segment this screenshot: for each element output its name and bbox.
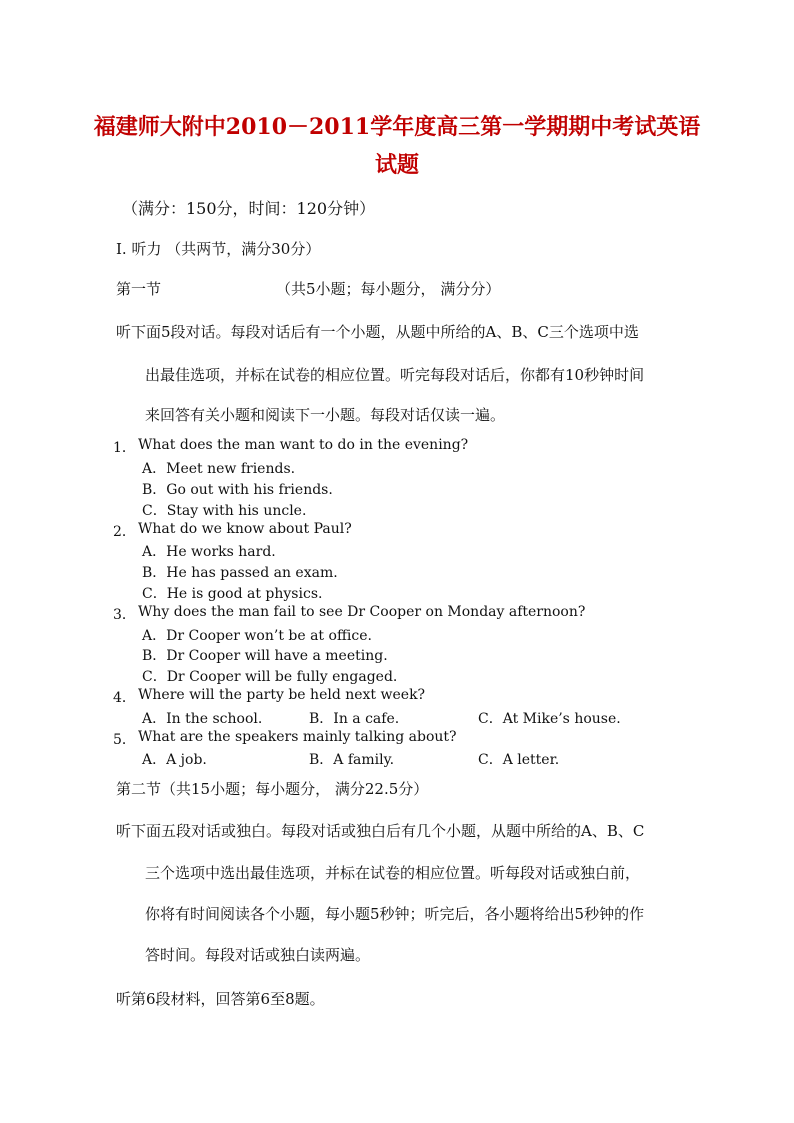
section2-instruction: 三个选项中选出最佳选项，并标在试卷的相应位置。听每段对话或独白前， (145, 864, 641, 882)
option: B．Go out with his friends. (142, 482, 333, 498)
document-title-line2: 试题 (374, 152, 419, 178)
question-number: 3． (113, 607, 136, 623)
option: A．A job. (142, 752, 207, 768)
question-text: Where will the party be held next week? (138, 687, 426, 703)
material-instruction: 听第6段材料，回答第6至8题。 (116, 990, 325, 1008)
section1-instruction: 听下面5段对话。每段对话后有一个小题，从题中所给的A、B、C三个选项中选 (116, 323, 639, 341)
section2-heading: 第二节（共15小题；每小题分， 满分22.5分） (116, 780, 429, 798)
option: C．A letter. (478, 752, 560, 768)
question-text: Why does the man fail to see Dr Cooper on Monday afternoon? (138, 604, 586, 620)
section2-instruction: 答时间。每段对话或独白读两遍。 (145, 946, 371, 964)
section1-label: 第一节 (116, 280, 162, 298)
section2-instruction: 你将有时间阅读各个小题，每小题5秒钟；听完后，各小题将给出5秒钟的作 (145, 905, 645, 923)
option: C．Stay with his uncle. (142, 503, 307, 519)
question-number: 2． (113, 524, 136, 540)
option: B．In a cafe. (309, 711, 400, 727)
option: C．Dr Cooper will be fully engaged. (142, 669, 398, 685)
option: B．A family. (309, 752, 395, 768)
question-number: 4． (113, 690, 136, 706)
option: B．He has passed an exam. (142, 565, 338, 581)
question-text: What does the man want to do in the evening? (138, 437, 469, 453)
question-number: 5． (113, 732, 136, 748)
document-title-line1: 福建师大附中2010－2011学年度高三第一学期期中考试英语 (93, 114, 701, 140)
question-text: What are the speakers mainly talking about? (138, 729, 457, 745)
option: A．He works hard. (142, 544, 276, 560)
option: A．Dr Cooper won’t be at office. (142, 628, 372, 644)
option: B．Dr Cooper will have a meeting. (142, 648, 388, 664)
option: A．Meet new friends. (142, 461, 296, 477)
option: C．He is good at physics. (142, 586, 323, 602)
section2-instruction: 听下面五段对话或独白。每段对话或独白后有几个小题，从题中所给的A、B、C (116, 822, 645, 840)
question-number: 1． (113, 440, 136, 456)
section1-info: （共5小题；每小题分， 满分分） (276, 280, 501, 298)
option: A．In the school. (142, 711, 263, 727)
section1-instruction: 出最佳选项，并标在试卷的相应位置。听完每段对话后，你都有10秒钟时间 (145, 366, 645, 384)
part1-heading: I. 听力 （共两节，满分30分） (116, 240, 321, 258)
score-time: （满分：150分，时间：120分钟） (122, 199, 376, 218)
option: C．At Mike’s house. (478, 711, 621, 727)
section1-instruction: 来回答有关小题和阅读下一小题。每段对话仅读一遍。 (145, 406, 506, 424)
question-text: What do we know about Paul? (138, 521, 352, 537)
